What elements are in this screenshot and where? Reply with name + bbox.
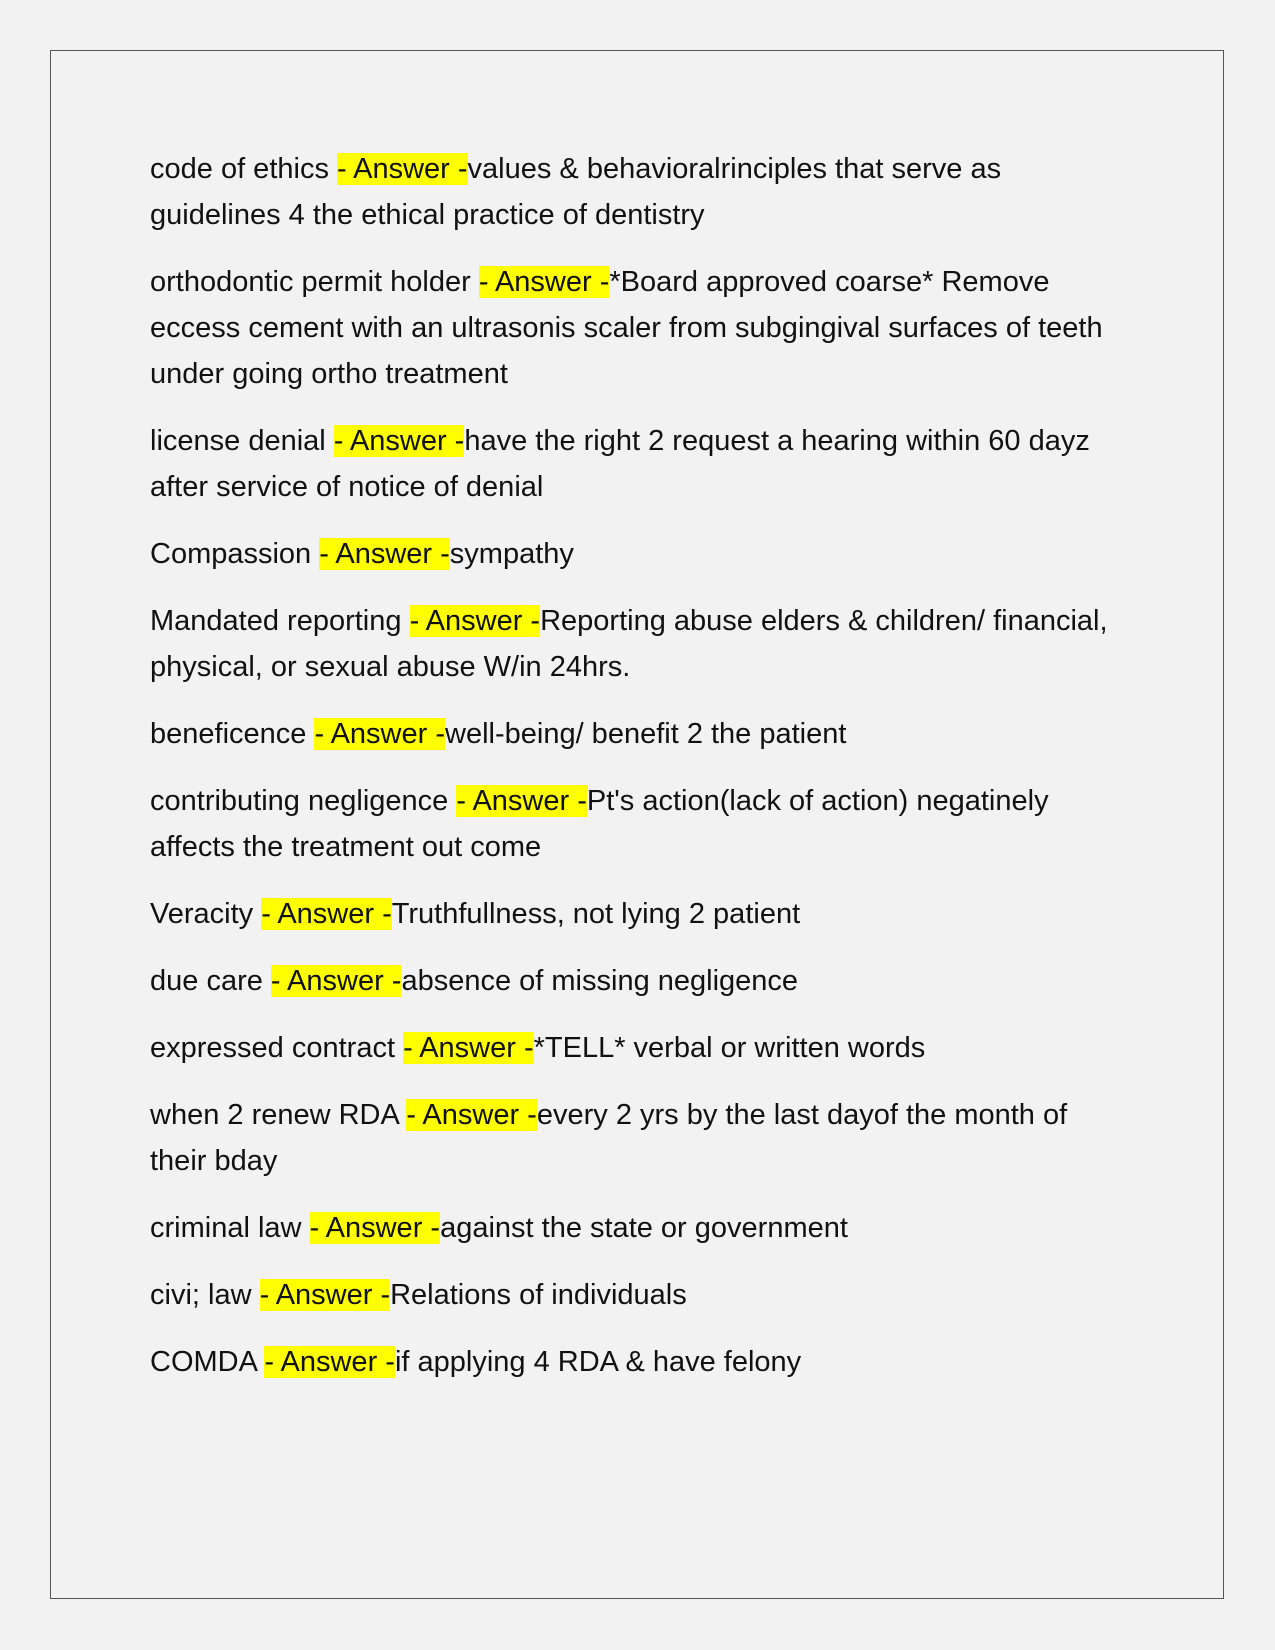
entry-definition: Truthfullness, not lying 2 patient <box>391 898 801 930</box>
entry-term: beneficence <box>150 718 315 750</box>
entry-term: orthodontic permit holder <box>150 266 479 298</box>
entry-term: COMDA <box>150 1346 265 1378</box>
entry-term: code of ethics <box>150 153 337 185</box>
entry-term: contributing negligence <box>150 785 457 817</box>
entry-definition: against the state or government <box>440 1212 848 1244</box>
flashcard-entry <box>150 958 1130 1004</box>
answer-highlight: - Answer - <box>319 538 450 570</box>
entry-term: Veracity <box>150 898 262 930</box>
flashcard-entry <box>150 891 1130 937</box>
answer-highlight: - Answer - <box>314 718 445 750</box>
answer-highlight: - Answer - <box>259 1279 391 1311</box>
answer-highlight: - Answer - <box>403 1032 534 1064</box>
flashcard-entry <box>150 1205 1130 1251</box>
entry-term: Mandated reporting <box>150 605 410 637</box>
flashcard-entry <box>150 146 1130 238</box>
entry-definition: Reporting abuse elders & children/ financial, physical, or sexual abuse W/in 24hrs. <box>150 605 1108 683</box>
entry-term: civi; law <box>150 1279 260 1311</box>
entry-term: when 2 renew RDA <box>150 1099 407 1131</box>
answer-highlight: - Answer - <box>270 965 402 997</box>
flashcard-entry <box>150 778 1130 870</box>
entry-term: license denial <box>150 425 334 457</box>
entry-definition: Pt's action(lack of action) negatinely affects the treatment out come <box>150 785 1049 863</box>
answer-highlight: - Answer - <box>309 1212 441 1244</box>
answer-highlight: - Answer - <box>337 153 468 185</box>
answer-highlight: - Answer - <box>478 266 610 298</box>
entry-definition: Relations of individuals <box>390 1279 687 1311</box>
entry-term: criminal law <box>150 1212 310 1244</box>
flashcard-entry <box>150 1025 1130 1071</box>
entry-definition: *TELL* verbal or written words <box>533 1032 926 1064</box>
answer-highlight: - Answer - <box>333 425 465 457</box>
answer-highlight: - Answer - <box>409 605 541 637</box>
flashcard-entry <box>150 1339 1130 1385</box>
answer-highlight: - Answer - <box>264 1346 395 1378</box>
answer-highlight: - Answer - <box>406 1099 537 1131</box>
entry-term: due care <box>150 965 271 997</box>
answer-highlight: - Answer - <box>456 785 587 817</box>
flashcard-entry <box>150 1272 1130 1318</box>
entry-definition: sympathy <box>449 538 574 570</box>
entry-definition: every 2 yrs by the last dayof the month of their bday <box>150 1099 1068 1177</box>
flashcard-entry <box>150 711 1130 757</box>
entry-definition: values & behavioralrinciples that serve as guidelines 4 the ethical practice of dentistry <box>150 153 1002 231</box>
answer-highlight: - Answer - <box>261 898 392 930</box>
flashcard-entry <box>150 259 1130 397</box>
entry-term: Compassion <box>150 538 320 570</box>
entry-definition: have the right 2 request a hearing within 60 dayz after service of notice of denial <box>150 425 1090 503</box>
entry-definition: absence of missing negligence <box>401 965 799 997</box>
entry-definition: if applying 4 RDA & have felony <box>394 1346 802 1378</box>
flashcard-entry <box>150 1092 1130 1184</box>
entry-definition: *Board approved coarse* Remove eccess cement with an ultrasonis scaler from subgingival surfaces of teeth under going ortho treatment <box>150 266 1103 390</box>
flashcard-list <box>150 146 1130 1406</box>
flashcard-entry <box>150 531 1130 577</box>
entry-term: expressed contract <box>150 1032 404 1064</box>
flashcard-entry <box>150 418 1130 510</box>
flashcard-entry <box>150 598 1130 690</box>
entry-definition: well-being/ benefit 2 the patient <box>445 718 847 750</box>
